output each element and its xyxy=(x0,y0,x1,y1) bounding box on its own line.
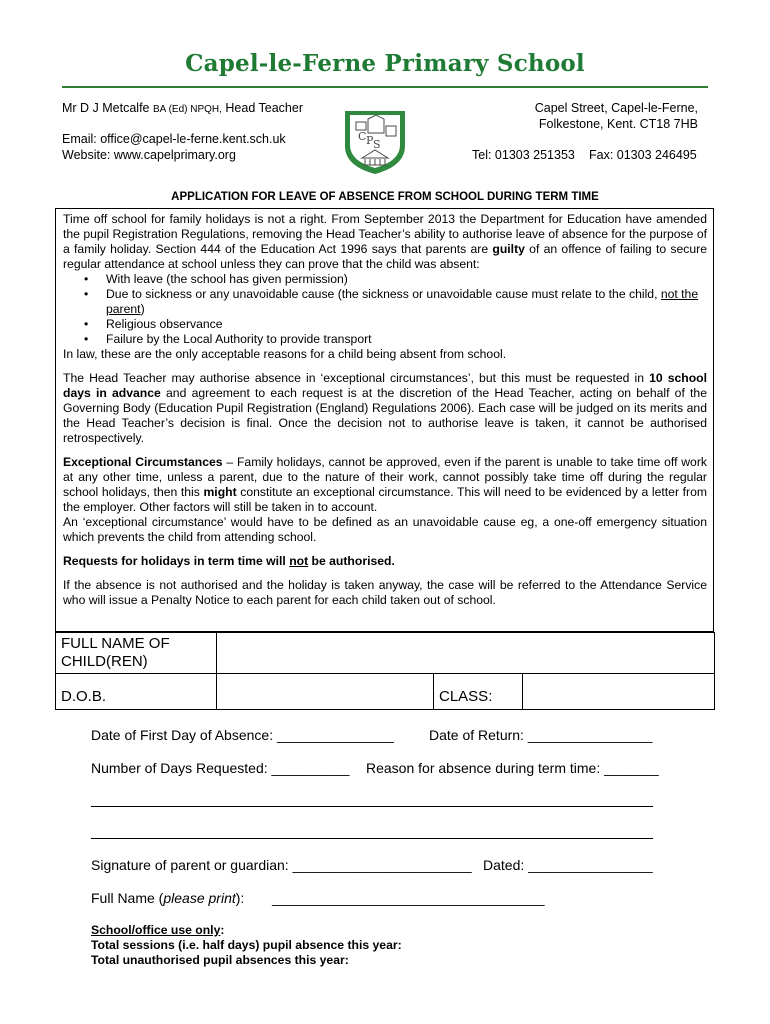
svg-text:S: S xyxy=(373,138,381,151)
full-name-print-label xyxy=(91,890,244,906)
guidance-text: constitute an exceptional circumstance. This will need to be evidenced by a letter from the employer. Other factors will still be taken in to account. xyxy=(63,485,707,514)
head-name: Mr D J Metcalfe xyxy=(62,101,150,115)
head-title: Head Teacher xyxy=(225,101,303,115)
label-text: ): xyxy=(235,890,245,906)
svg-text:C: C xyxy=(358,130,367,143)
signature-field[interactable]: Signature of parent or guardian: _______________________ xyxy=(91,857,472,873)
school-telephone: Tel: 01303 251353 xyxy=(472,148,575,162)
school-address xyxy=(535,100,698,132)
reason-line-2[interactable] xyxy=(91,838,653,839)
label-italic: please print xyxy=(163,890,236,906)
dob-label: D.O.B. xyxy=(56,674,217,710)
guidance-paragraph-3 xyxy=(63,455,707,515)
guidance-text: of an offence of failing to secure regular attendance at school unless they can prove that the child was absent: xyxy=(63,242,707,271)
guidance-bold: be authorised. xyxy=(308,554,395,568)
guidance-bold: Exceptional Circumstances xyxy=(63,455,223,469)
school-name: Capel-le-Ferne Primary School xyxy=(185,50,585,77)
guidance-paragraph-4 xyxy=(63,554,707,569)
address-line-2: Folkestone, Kent. CT18 7HB xyxy=(538,117,698,131)
svg-text:P: P xyxy=(366,134,374,147)
guidance-bold: Requests for holidays in term time will xyxy=(63,554,290,568)
list-item-underline: not the parent xyxy=(106,287,699,316)
full-name-print-field[interactable]: ___________________________________ xyxy=(272,890,545,906)
school-fax: Fax: 01303 246495 xyxy=(589,148,697,162)
guidance-text: Time off school for family holidays is not a right. From September 2013 the Department for Education have amended the pupil Registration Regulations, removing the Head Teacher’s ability to authorise leave of absence for the purpose of a family holiday. Section 444 of the Education Act 1996 says that parents are xyxy=(63,212,707,256)
dated-field[interactable]: Dated: ________________ xyxy=(483,857,653,873)
head-teacher-line xyxy=(62,100,303,118)
list-item-text: ) xyxy=(140,302,145,316)
list-item: • With leave (the school has given permission) xyxy=(106,272,707,287)
list-item: • Failure by the Local Authority to provide transport xyxy=(106,332,707,347)
dob-field[interactable] xyxy=(217,674,434,710)
form-title: APPLICATION FOR LEAVE OF ABSENCE FROM SCHOOL DURING TERM TIME xyxy=(171,191,599,203)
return-date-field[interactable]: Date of Return: ________________ xyxy=(429,727,653,743)
full-name-label: FULL NAME OF CHILD(REN) xyxy=(56,633,217,674)
guidance-text: The Head Teacher may authorise absence in ‘exceptional circumstances’, but this must be requested in xyxy=(63,371,650,385)
acceptable-reasons-list xyxy=(63,272,707,347)
guidance-bold: guilty xyxy=(492,242,525,256)
list-item: • Religious observance xyxy=(106,317,707,332)
guidance-paragraph-5: If the absence is not authorised and the holiday is taken anyway, the case will be referred to the Attendance Service who will issue a Penalty Notice to each parent for each child taken out of school. xyxy=(63,578,707,607)
school-website: Website: www.capelprimary.org xyxy=(62,148,236,162)
guidance-underline: not xyxy=(289,554,309,568)
full-name-field[interactable] xyxy=(217,633,715,674)
guidance-paragraph-3b: An ‘exceptional circumstance’ would have to be defined as an unavoidable cause eg, a one-off emergency situation which prevents the child from attending school. xyxy=(63,515,707,544)
class-field[interactable] xyxy=(523,674,715,710)
office-use-heading xyxy=(91,923,224,938)
label-text: Full Name ( xyxy=(91,890,164,906)
child-details-table xyxy=(55,632,715,710)
office-heading-text: School/office use only xyxy=(91,923,221,937)
school-crest-icon xyxy=(342,108,408,176)
first-day-field[interactable]: Date of First Day of Absence: _______________ xyxy=(91,727,394,743)
guidance-paragraph-2 xyxy=(63,371,707,446)
guidance-text: and agreement to each request is at the discretion of the Head Teacher, acting on behalf of the Governing Body (Education Pupil Registration (England) Regulations 2006). Each case will be judged on its merits and the Head Teacher’s decision is final. Once the decision not to authorise leave is taken, it cannot be authorised retrospectively. xyxy=(63,386,707,445)
days-requested-field[interactable]: Number of Days Requested: __________ xyxy=(91,760,350,776)
list-item xyxy=(106,287,707,317)
office-heading-colon: : xyxy=(220,923,225,937)
guidance-paragraph-1-end: In law, these are the only acceptable reasons for a child being absent from school. xyxy=(63,347,507,361)
guidance-paragraph-1 xyxy=(63,212,707,272)
guidance-box xyxy=(55,208,714,632)
list-item-text: Due to sickness or any unavoidable cause (the sickness or unavoidable cause must relate to the child, xyxy=(106,287,661,301)
reason-field[interactable]: Reason for absence during term time: _______ xyxy=(366,760,659,776)
guidance-bold: might xyxy=(203,485,237,499)
guidance-bold: 10 school days in advance xyxy=(63,371,708,400)
address-line-1: Capel Street, Capel-le-Ferne, xyxy=(534,101,698,115)
total-sessions-label: Total sessions (i.e. half days) pupil absence this year: xyxy=(91,938,402,952)
total-unauthorised-label: Total unauthorised pupil absences this year: xyxy=(91,953,349,967)
guidance-text: – Family holidays, cannot be approved, even if the parent is unable to take time off work at any other time, unless a parent, due to the nature of their work, cannot possibly take time off during the regular school holidays, then this xyxy=(63,455,707,499)
class-label: CLASS: xyxy=(434,674,523,710)
head-qualifications: BA (Ed) NPQH, xyxy=(153,104,222,115)
reason-line-1[interactable] xyxy=(91,806,653,807)
school-email: Email: office@capel-le-ferne.kent.sch.uk xyxy=(62,132,286,146)
header-divider xyxy=(62,86,708,88)
